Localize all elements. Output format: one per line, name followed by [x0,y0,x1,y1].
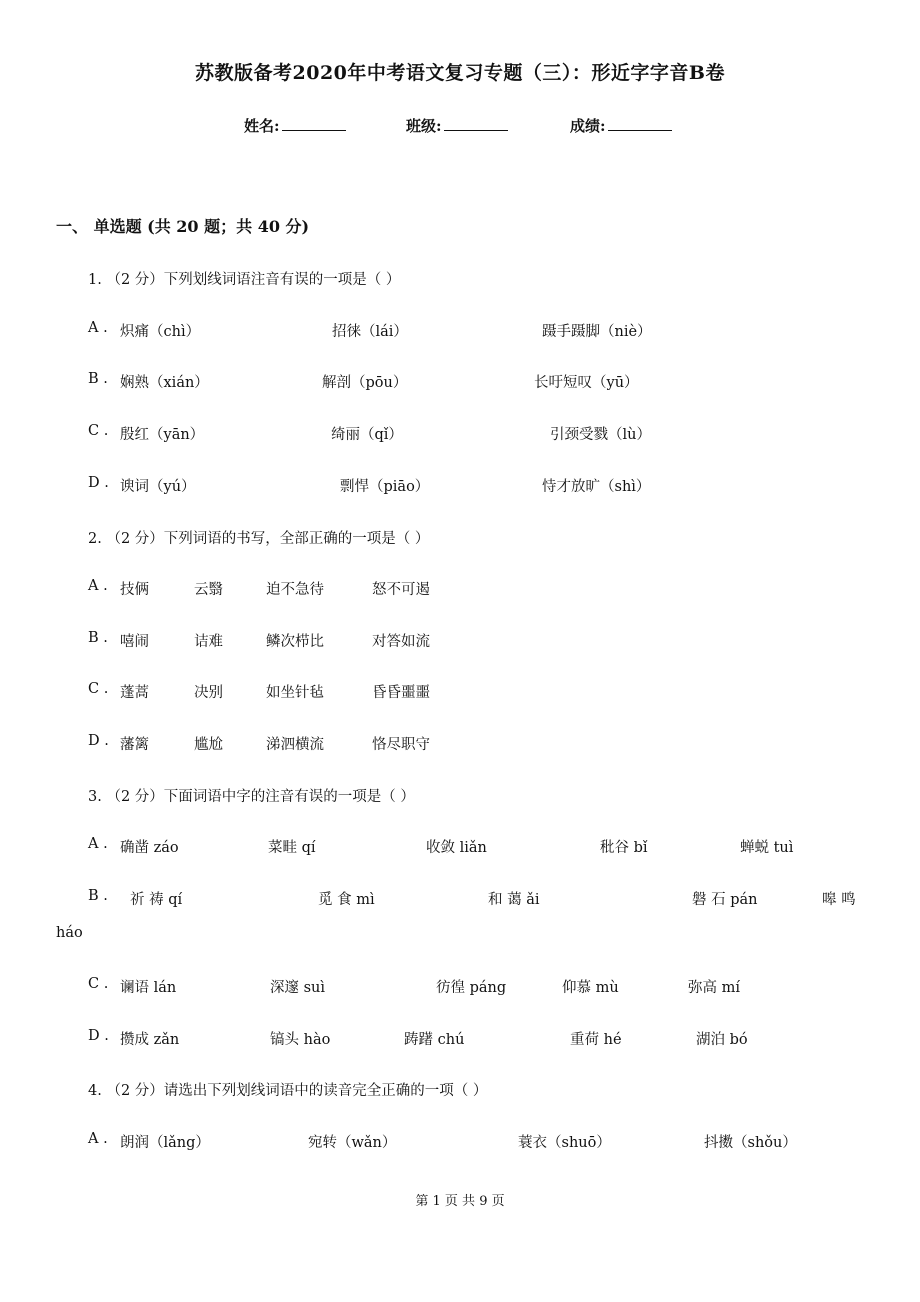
option-item: 祈 祷 qí [130,892,183,908]
option-item: 昏昏噩噩 [372,685,430,701]
class-blank[interactable] [444,116,508,131]
question-stem: 2. （2 分）下列词语的书写，全部正确的一项是（ ） [88,531,430,547]
option-item: 嗥 鸣 [822,892,856,908]
option-item: 云翳 [194,582,223,598]
option-item: 谰语 lán [120,980,177,996]
option-item: 涕泗横流 [266,737,324,753]
option-item: 技俩 [120,582,149,598]
option-item: 怒不可遏 [372,582,430,598]
option-item: 重荷 hé [570,1032,622,1048]
page-footer: 第 1 页 共 9 页 [415,1194,505,1209]
option-item: 觅 食 mì [318,892,375,908]
question-stem: 3. （2 分）下面词语中字的注音有误的一项是（ ） [88,789,415,805]
option-item: 镐头 hào [270,1032,331,1048]
option-item: 收敛 liǎn [426,840,487,856]
option-item: 蓑衣（shuō） [518,1135,611,1151]
option-label: A . [88,578,108,594]
option-item: 解剖（pōu） [322,375,408,391]
option-item: 殷红（yān） [120,427,205,443]
option-item: 招徕（lái） [332,324,408,340]
option-item: 攒成 zǎn [120,1032,180,1048]
option-label: C . [88,976,109,992]
option-label: B . [88,371,108,387]
option-label: C . [88,681,109,697]
option-item: 剽悍（piāo） [340,479,430,495]
option-label: A . [88,320,108,336]
option-label: D . [88,475,109,491]
page-title: 苏教版备考2020年中考语文复习专题（三）：形近字字音B卷 [195,62,725,84]
option-item: 长吁短叹（yū） [534,375,639,391]
question-stem: 1. （2 分）下列划线词语注音有误的一项是（ ） [88,272,401,288]
option-item: 和 蔼 ǎi [488,892,540,908]
option-label: D . [88,1028,109,1044]
option-item: 仰慕 mù [562,980,619,996]
option-item: 引颈受戮（lù） [550,427,651,443]
option-item: 嘻闹 [120,634,149,650]
option-item: 绮丽（qǐ） [331,427,403,443]
option-item: 鳞次栉比 [266,634,324,650]
option-item: 磐 石 pán [692,892,758,908]
option-item: 如坐针毡 [266,685,324,701]
section-heading: 一、 单选题 (共 20 题；共 40 分) [56,217,310,236]
option-item: 踌躇 chú [404,1032,465,1048]
option-item: 秕谷 bǐ [600,840,648,856]
option-item: 弥高 mí [688,980,740,996]
name-label: 姓名: [244,117,280,135]
option-item: 恃才放旷（shì） [542,479,651,495]
option-item: 炽痛（chì） [120,324,201,340]
option-label: D . [88,733,109,749]
option-item: 菜畦 qí [268,840,316,856]
option-label: B . [88,888,108,904]
option-item: 诘难 [194,634,223,650]
option-item: 宛转（wǎn） [308,1135,397,1151]
option-label: B . [88,630,108,646]
question-stem: 4. （2 分）请选出下列划线词语中的读音完全正确的一项（ ） [88,1083,488,1099]
option-item: 彷徨 páng [436,980,507,996]
option-item: 恪尽职守 [372,737,430,753]
class-label: 班级: [406,117,442,135]
option-label: A . [88,836,108,852]
option-item: 抖擞（shǒu） [704,1135,797,1151]
option-row-wrap: háo [56,925,83,941]
option-item: 朗润（lǎng） [120,1135,210,1151]
score-blank[interactable] [608,116,672,131]
score-label: 成绩: [570,117,606,135]
option-item: 尴尬 [194,737,223,753]
class-field[interactable] [406,115,508,136]
option-item: 藩篱 [120,737,149,753]
option-item: 决别 [194,685,223,701]
option-item: 确凿 záo [120,840,179,856]
option-label: A . [88,1131,108,1147]
option-label: C . [88,423,109,439]
option-item: 蓬蒿 [120,685,149,701]
score-field[interactable] [570,115,672,136]
option-item: 迫不急待 [266,582,324,598]
option-item: 对答如流 [372,634,430,650]
name-blank[interactable] [282,116,346,131]
option-item: 蝉蜕 tuì [740,840,794,856]
option-item: 娴熟（xián） [120,375,209,391]
option-item: 谀词（yú） [120,479,196,495]
option-item: 湖泊 bó [696,1032,748,1048]
option-item: 蹑手蹑脚（niè） [542,324,652,340]
option-item: 深邃 suì [270,980,326,996]
name-field[interactable] [244,115,346,136]
